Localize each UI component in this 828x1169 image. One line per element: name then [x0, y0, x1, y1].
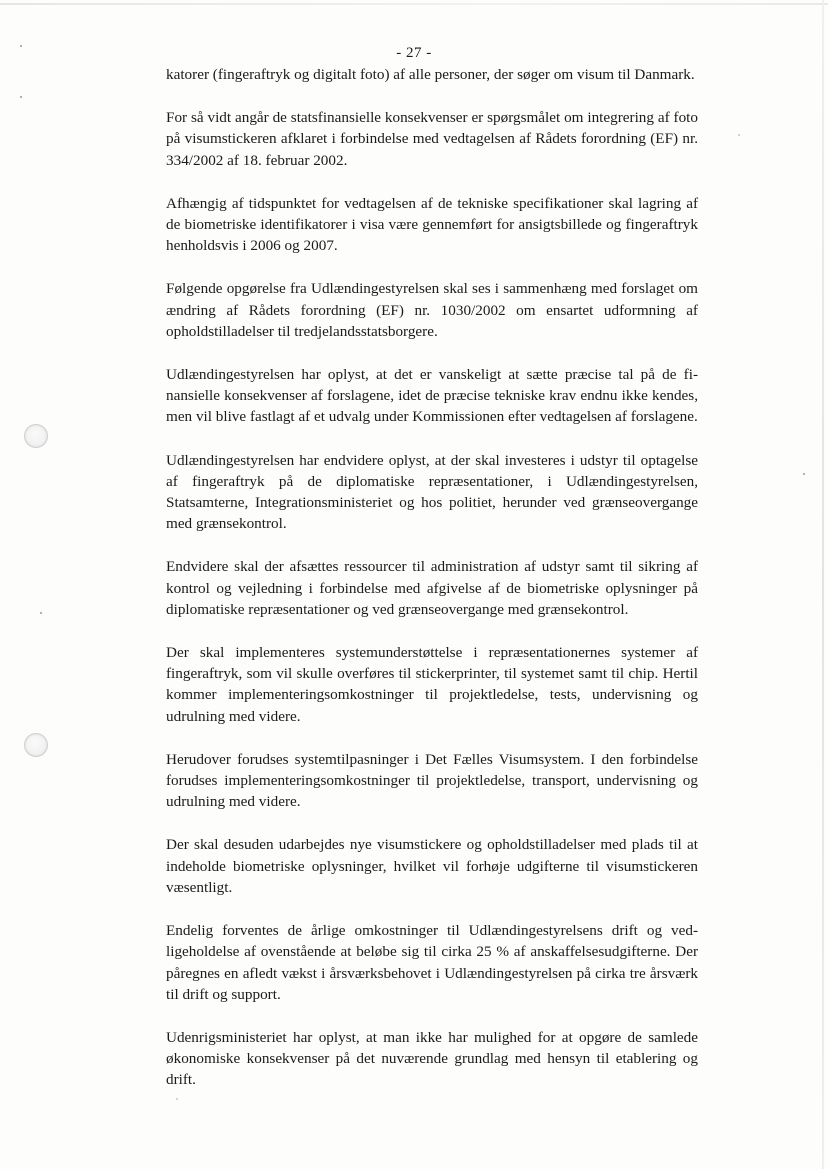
- paragraph-systemtilpasninger: Herudover forudses systemtilpasninger i Det Fælles Visumsystem. I den forbindelse forudses implementeringsomkostninger til projektledelse, transport, undervisning og udrulning med videre.: [166, 750, 698, 811]
- punch-hole-lower: [24, 733, 48, 757]
- paragraph-ressourcer: Endvidere skal der afsættes ressourcer til administration af udstyr samt til sikring af kontrol og vejledning i forbindelse med afgivelse af de biometriske oplysninger på diplomatiske repræsentationer og ved grænseovergange med grænsekontrol.: [166, 558, 698, 618]
- paragraph-systemunderstoettelse: Der skal implementeres systemunderstøttelse i repræsentationernes systemer af fingeraftryk, som vil skulle overføres til stickerprinter, til systemet samt til chip. Hertil kommer implementeringsomkostninger til projektledelse, tests, undervisning og udrulning med videre.: [166, 644, 698, 725]
- paragraph-udenrigsministeriet: Udenrigsministeriet har oplyst, at man ikke har mulighed for at opgøre de samlede økonomiske konsekvenser på det nuværende grundlag med hensyn til etablering og drift.: [166, 1028, 698, 1089]
- scan-speck: [20, 96, 22, 98]
- scan-speck: [40, 612, 42, 614]
- paragraph-tidspunktet: Afhængig af tidspunktet for vedtagelsen af de tekniske specifikationer skal lagring af de biometriske identifikatorer i visa være gennemført for ansigtsbillede og fingeraftryk henholdsvis i 2006 og 2007.: [166, 194, 698, 255]
- scan-top-edge: [0, 3, 828, 5]
- paragraph-vanskeligt: Udlændingestyrelsen har oplyst, at det er vanskeligt at sætte præcise tal på de finansielle konsekvenser af forslagene, idet de præcise tekniske krav endnu ikke kendes, men vil blive fastlagt af et udvalg under Kommissionen efter vedtagelsen af forslagene.: [166, 366, 698, 426]
- paragraph-opgoerelse: Følgende opgørelse fra Udlændingestyrelsen skal ses i sammenhæng med forslaget om ændring af Rådets forordning (EF) nr. 1030/2002 om ensartet udformning af opholdstilladelser til tredjelandsstatsborgere.: [166, 280, 698, 340]
- paragraph-aarlige-omkostninger: Endelig forventes de årlige omkostninger til Udlændingestyrelsens drift og vedligeholdelse af ovenstående at beløbe sig til cirka 25 % af anskaffelsesudgifterne. Der påregnes en afledt vækst i årsværksbehovet i Udlændingestyrelsen på cirka tre årsværk til drift og support.: [166, 922, 698, 1003]
- scan-right-edge: [822, 0, 824, 1169]
- punch-hole-upper: [24, 424, 48, 448]
- page-number: - 27 -: [396, 45, 432, 61]
- body-text: [166, 64, 698, 1113]
- paragraph-statsfinansielle: For så vidt angår de statsfinansielle konsekvenser er spørgsmålet om integrering af foto på visumstickeren afklaret i forbindelse med vedtagelsen af Rådets forordning (EF) nr. 334/2002 af 18. februar 2002.: [166, 109, 698, 169]
- paragraph-investeres: Udlændingestyrelsen har endvidere oplyst, at der skal investeres i udstyr til optagelse af fingeraftryk på de diplomatiske repræsentationer, i Udlændingestyrelsen, Statsamterne, Integrationsministeriet og hos politiet, herunder ved grænseovergange med grænsekontrol.: [166, 451, 698, 533]
- scan-speck: [738, 134, 740, 136]
- paragraph-visum-continuation: katorer (fingeraftryk og digitalt foto) af alle personer, der søger om visum til Danmark.: [166, 66, 695, 83]
- paragraph-visumstickere: Der skal desuden udarbejdes nye visumstickere og opholdstilladelser med plads til at indeholde biometriske oplysninger, hvilket vil forhøje udgifterne til visumstickeren væsentligt.: [166, 836, 698, 896]
- scan-speck: [803, 473, 805, 475]
